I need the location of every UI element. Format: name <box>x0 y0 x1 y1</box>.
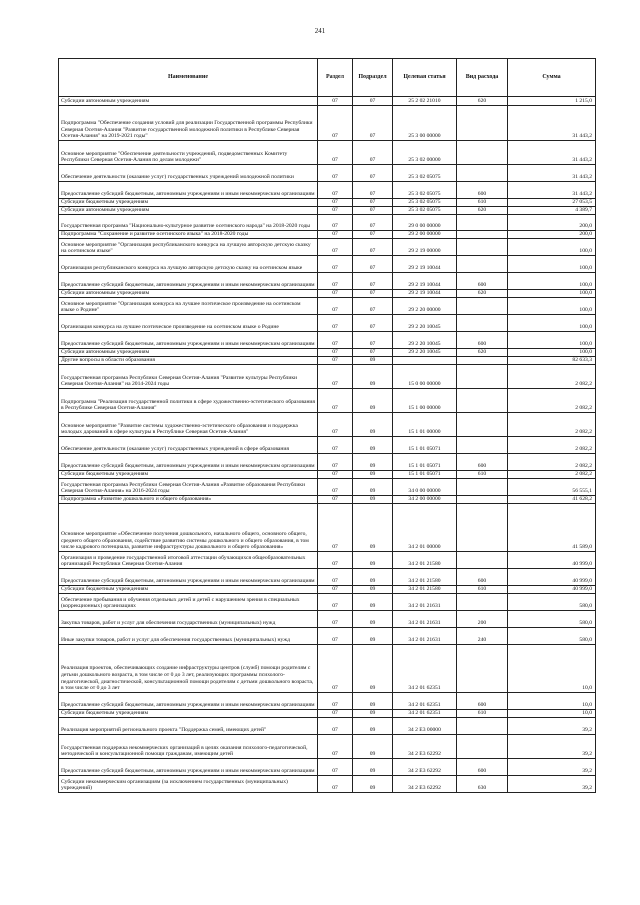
cell-sum: 100,0 <box>508 273 596 290</box>
cell-name: Основное мероприятие "Организация конкурса на лучшее поэтическое произведение на осетинском языке о Родине" <box>59 298 318 315</box>
cell-expense-type <box>457 239 508 256</box>
cell-expense-type <box>457 718 508 735</box>
cell-section: 07 <box>318 759 353 776</box>
cell-sum: 31 443,2 <box>508 141 596 165</box>
cell-sum: 100,0 <box>508 332 596 349</box>
table-row <box>59 479 596 496</box>
cell-target-article: 29 0 00 00000 <box>393 215 457 231</box>
cell-section: 07 <box>318 349 353 357</box>
cell-subsection: 07 <box>353 165 393 182</box>
cell-target-article: 34 0 00 00000 <box>393 479 457 496</box>
cell-section: 07 <box>318 710 353 718</box>
cell-name: Государственная программа Республики Северная Осетия-Алания «Развитие образования Республики Северная Осетия-Алания» на 2016-2024 годы <box>59 479 318 496</box>
cell-section: 07 <box>318 215 353 231</box>
cell-section: 07 <box>318 199 353 207</box>
header-subsection: Подраздел <box>353 59 393 97</box>
cell-target-article: 25 3 02 05075 <box>393 207 457 215</box>
cell-name: Государственная программа "Национально-культурное развитие осетинского народа" на 2018-2020 годы <box>59 215 318 231</box>
cell-section: 07 <box>318 389 353 413</box>
cell-section: 07 <box>318 479 353 496</box>
cell-subsection: 07 <box>353 215 393 231</box>
table-row <box>59 413 596 437</box>
cell-target-article: 25 3 02 05075 <box>393 199 457 207</box>
cell-subsection: 09 <box>353 413 393 437</box>
cell-target-article: 34 2 00 00000 <box>393 496 457 504</box>
cell-target-article: 29 2 20 10045 <box>393 349 457 357</box>
cell-sum: 580,0 <box>508 628 596 645</box>
cell-name: Обеспечение деятельности (оказание услуг) государственных учреждений в сфере образования <box>59 437 318 454</box>
table-row <box>59 594 596 611</box>
cell-expense-type: 600 <box>457 332 508 349</box>
cell-subsection: 09 <box>353 776 393 793</box>
table-row <box>59 471 596 479</box>
cell-sum: 41 589,0 <box>508 504 596 552</box>
cell-name: Подпрограмма "Обеспечение создания условий для реализации Государственной программы Республики Северная Осетия-Алания "Развитие государственной молодежной политики в Республике Северная Осетия-Алания" на 2019-2021 годы" <box>59 106 318 141</box>
cell-sum: 41 628,2 <box>508 496 596 504</box>
cell-target-article: 29 2 20 10045 <box>393 332 457 349</box>
table-row <box>59 710 596 718</box>
header-target-article: Целевая статья <box>393 59 457 97</box>
cell-expense-type: 610 <box>457 710 508 718</box>
table-row <box>59 97 596 106</box>
cell-subsection: 09 <box>353 594 393 611</box>
cell-name: Реализация мероприятий регионального проекта "Поддержка семей, имеющих детей" <box>59 718 318 735</box>
table-row <box>59 628 596 645</box>
cell-expense-type: 630 <box>457 776 508 793</box>
cell-expense-type <box>457 165 508 182</box>
cell-sum: 100,0 <box>508 256 596 273</box>
cell-name: Субсидии бюджетным учреждениям <box>59 710 318 718</box>
cell-subsection: 07 <box>353 182 393 199</box>
cell-target-article: 34 2 01 62351 <box>393 645 457 693</box>
cell-sum: 2 082,2 <box>508 454 596 471</box>
budget-table <box>58 58 596 793</box>
cell-expense-type <box>457 479 508 496</box>
cell-section: 07 <box>318 611 353 628</box>
cell-section: 07 <box>318 357 353 365</box>
cell-sum: 10,0 <box>508 693 596 710</box>
cell-expense-type <box>457 437 508 454</box>
cell-expense-type <box>457 504 508 552</box>
table-row <box>59 165 596 182</box>
cell-target-article: 34 2 01 21631 <box>393 611 457 628</box>
cell-expense-type <box>457 594 508 611</box>
table-row <box>59 298 596 315</box>
cell-sum: 2 082,2 <box>508 471 596 479</box>
cell-expense-type: 600 <box>457 693 508 710</box>
cell-subsection: 07 <box>353 273 393 290</box>
cell-section: 07 <box>318 735 353 759</box>
cell-section: 07 <box>318 552 353 569</box>
cell-sum: 4 389,7 <box>508 207 596 215</box>
cell-subsection: 09 <box>353 628 393 645</box>
cell-sum: 39,2 <box>508 776 596 793</box>
cell-expense-type: 600 <box>457 182 508 199</box>
cell-section: 07 <box>318 273 353 290</box>
table-row <box>59 349 596 357</box>
header-sum: Сумма <box>508 59 596 97</box>
cell-expense-type <box>457 365 508 389</box>
cell-subsection: 09 <box>353 365 393 389</box>
cell-subsection: 09 <box>353 437 393 454</box>
cell-subsection: 07 <box>353 315 393 332</box>
cell-target-article: 34 2 E3 62292 <box>393 776 457 793</box>
cell-expense-type <box>457 389 508 413</box>
cell-name: Основное мероприятие "Организация республиканского конкурса на лучшую авторскую детскую сказку на осетинском языке" <box>59 239 318 256</box>
cell-target-article: 29 2 00 00000 <box>393 231 457 239</box>
cell-name: Организация республиканского конкурса на лучшую авторскую детскую сказку на осетинском языке <box>59 256 318 273</box>
cell-subsection: 09 <box>353 479 393 496</box>
cell-name: Предоставление субсидий бюджетным, автономным учреждениям и иным некоммерческим организациям <box>59 569 318 586</box>
cell-subsection: 07 <box>353 97 393 106</box>
table-row <box>59 106 596 141</box>
page-number: 241 <box>314 27 326 35</box>
cell-target-article: 34 2 01 00000 <box>393 504 457 552</box>
cell-subsection: 09 <box>353 504 393 552</box>
cell-subsection: 09 <box>353 718 393 735</box>
cell-sum: 27 053,5 <box>508 199 596 207</box>
cell-expense-type <box>457 496 508 504</box>
cell-name: Основное мероприятие "Обеспечение деятельности учреждений, подведомственных Комитету Республики Северная Осетия-Алания по делам молодежи" <box>59 141 318 165</box>
cell-sum: 2 082,2 <box>508 389 596 413</box>
cell-name: Иные закупки товаров, работ и услуг для обеспечения государственных (муниципальных) нужд <box>59 628 318 645</box>
cell-expense-type <box>457 357 508 365</box>
cell-section: 07 <box>318 315 353 332</box>
cell-subsection: 09 <box>353 471 393 479</box>
cell-name: Предоставление субсидий бюджетным, автономным учреждениям и иным некоммерческим организациям <box>59 759 318 776</box>
cell-subsection: 09 <box>353 586 393 594</box>
table-row <box>59 239 596 256</box>
table-row <box>59 718 596 735</box>
table-row <box>59 504 596 552</box>
cell-sum: 100,0 <box>508 315 596 332</box>
cell-sum: 56 555,1 <box>508 479 596 496</box>
cell-name: Субсидии автономным учреждениям <box>59 207 318 215</box>
table-header-row <box>59 59 596 97</box>
cell-target-article: 25 3 02 05075 <box>393 182 457 199</box>
cell-subsection: 09 <box>353 611 393 628</box>
cell-section: 07 <box>318 106 353 141</box>
cell-subsection: 09 <box>353 645 393 693</box>
table-row <box>59 207 596 215</box>
cell-target-article: 34 2 01 21631 <box>393 594 457 611</box>
table-row <box>59 315 596 332</box>
cell-sum: 82 633,3 <box>508 357 596 365</box>
cell-expense-type <box>457 106 508 141</box>
table-row <box>59 496 596 504</box>
cell-target-article <box>393 357 457 365</box>
table-row <box>59 645 596 693</box>
cell-target-article: 15 1 01 05071 <box>393 454 457 471</box>
cell-target-article: 25 3 00 00000 <box>393 106 457 141</box>
cell-sum: 100,0 <box>508 298 596 315</box>
table-row <box>59 776 596 793</box>
cell-subsection: 09 <box>353 357 393 365</box>
cell-expense-type <box>457 552 508 569</box>
cell-target-article: 25 2 02 21010 <box>393 97 457 106</box>
cell-section: 07 <box>318 141 353 165</box>
cell-section: 07 <box>318 586 353 594</box>
table-row <box>59 611 596 628</box>
cell-target-article: 15 0 00 00000 <box>393 365 457 389</box>
cell-sum: 2 082,2 <box>508 437 596 454</box>
cell-target-article: 29 2 19 10044 <box>393 290 457 298</box>
cell-sum: 1 215,0 <box>508 97 596 106</box>
cell-subsection: 09 <box>353 693 393 710</box>
cell-expense-type <box>457 315 508 332</box>
cell-subsection: 07 <box>353 141 393 165</box>
header-name: Наименование <box>59 59 318 97</box>
cell-section: 07 <box>318 182 353 199</box>
cell-target-article: 34 2 01 21580 <box>393 552 457 569</box>
table-row <box>59 389 596 413</box>
cell-target-article: 29 2 19 10044 <box>393 273 457 290</box>
cell-name: Государственная поддержка некоммерческих организаций в целях оказания психолого-педагогической, методической и консультационной помощи гражданам, имеющим детей <box>59 735 318 759</box>
cell-sum: 40 999,0 <box>508 552 596 569</box>
cell-sum: 10,0 <box>508 645 596 693</box>
cell-sum: 100,0 <box>508 290 596 298</box>
cell-name: Обеспечение пребывания и обучения отдельных детей и детей с нарушением зрения в специальных (коррекционных) организациях <box>59 594 318 611</box>
cell-expense-type <box>457 231 508 239</box>
cell-expense-type: 620 <box>457 290 508 298</box>
cell-expense-type: 600 <box>457 454 508 471</box>
cell-name: Государственная программа Республики Северная Осетия-Алания "Развитие культуры Республики Северная Осетия-Алания" на 2014-2024 годы <box>59 365 318 389</box>
cell-section: 07 <box>318 471 353 479</box>
cell-expense-type: 620 <box>457 207 508 215</box>
cell-expense-type: 200 <box>457 611 508 628</box>
table-row <box>59 332 596 349</box>
cell-sum: 200,0 <box>508 231 596 239</box>
cell-sum: 39,2 <box>508 735 596 759</box>
cell-subsection: 09 <box>353 569 393 586</box>
cell-subsection: 09 <box>353 735 393 759</box>
cell-sum: 200,0 <box>508 215 596 231</box>
cell-name: Реализация проектов, обеспечивающих создание инфраструктуры центров (служб) помощи родителям с детьми дошкольного возраста, в том числе от 0 до 3 лет, реализующих программы психолого-педагогической, диагностической, консультационной помощи родителям с детьми дошкольного возраста, в том числе от 0 до 3 лет <box>59 645 318 693</box>
cell-target-article: 25 3 02 00000 <box>393 141 457 165</box>
cell-subsection: 07 <box>353 349 393 357</box>
cell-subsection: 07 <box>353 199 393 207</box>
table-row <box>59 693 596 710</box>
cell-sum: 2 082,2 <box>508 365 596 389</box>
cell-name: Другие вопросы в области образования <box>59 357 318 365</box>
cell-section: 07 <box>318 239 353 256</box>
cell-expense-type: 240 <box>457 628 508 645</box>
cell-name: Субсидии некоммерческим организациям (за исключением государственных (муниципальных) учреждений) <box>59 776 318 793</box>
cell-expense-type: 610 <box>457 586 508 594</box>
cell-sum: 31 443,2 <box>508 106 596 141</box>
cell-expense-type <box>457 298 508 315</box>
cell-target-article: 34 2 E3 00000 <box>393 718 457 735</box>
cell-section: 07 <box>318 594 353 611</box>
cell-subsection: 07 <box>353 106 393 141</box>
cell-subsection: 09 <box>353 496 393 504</box>
cell-name: Предоставление субсидий бюджетным, автономным учреждениям и иным некоммерческим организациям <box>59 693 318 710</box>
cell-target-article: 29 2 19 10044 <box>393 256 457 273</box>
table-row <box>59 199 596 207</box>
cell-section: 07 <box>318 165 353 182</box>
cell-section: 07 <box>318 454 353 471</box>
cell-expense-type <box>457 256 508 273</box>
cell-expense-type <box>457 215 508 231</box>
header-section: Раздел <box>318 59 353 97</box>
cell-name: Организация и проведение государственной итоговой аттестации обучающихся общеобразовательных организаций Республики Северная Осетия-Алания <box>59 552 318 569</box>
table-row <box>59 437 596 454</box>
cell-target-article: 29 2 19 00000 <box>393 239 457 256</box>
cell-sum: 100,0 <box>508 239 596 256</box>
cell-name: Подпрограмма «Развитие дошкольного и общего образования» <box>59 496 318 504</box>
cell-sum: 580,0 <box>508 594 596 611</box>
cell-section: 07 <box>318 645 353 693</box>
cell-name: Субсидии бюджетным учреждениям <box>59 586 318 594</box>
cell-section: 07 <box>318 628 353 645</box>
cell-section: 07 <box>318 365 353 389</box>
table-row <box>59 182 596 199</box>
table-row <box>59 365 596 389</box>
cell-section: 07 <box>318 776 353 793</box>
cell-expense-type <box>457 645 508 693</box>
table-row <box>59 231 596 239</box>
cell-section: 07 <box>318 496 353 504</box>
cell-sum: 580,0 <box>508 611 596 628</box>
cell-subsection: 07 <box>353 332 393 349</box>
table-row <box>59 357 596 365</box>
cell-sum: 2 082,2 <box>508 413 596 437</box>
cell-name: Обеспечение деятельности (оказание услуг) государственных учреждений молодежной политики <box>59 165 318 182</box>
table-row <box>59 256 596 273</box>
cell-target-article: 34 2 E3 62292 <box>393 759 457 776</box>
cell-name: Подпрограмма "Сохранение и развитие осетинского языка" на 2018-2020 годы <box>59 231 318 239</box>
cell-section: 07 <box>318 256 353 273</box>
cell-target-article: 34 2 01 21580 <box>393 569 457 586</box>
cell-subsection: 09 <box>353 389 393 413</box>
table-row <box>59 215 596 231</box>
cell-target-article: 29 2 20 00000 <box>393 298 457 315</box>
cell-subsection: 07 <box>353 207 393 215</box>
cell-expense-type: 600 <box>457 759 508 776</box>
cell-subsection: 07 <box>353 239 393 256</box>
cell-target-article: 34 2 01 62351 <box>393 693 457 710</box>
cell-subsection: 09 <box>353 454 393 471</box>
cell-name: Субсидии автономным учреждениям <box>59 349 318 357</box>
cell-name: Субсидии автономным учреждениям <box>59 97 318 106</box>
cell-sum: 31 443,2 <box>508 165 596 182</box>
table-row <box>59 290 596 298</box>
cell-target-article: 29 2 20 10045 <box>393 315 457 332</box>
cell-sum: 40 999,0 <box>508 586 596 594</box>
cell-section: 07 <box>318 207 353 215</box>
table-row <box>59 454 596 471</box>
cell-section: 07 <box>318 718 353 735</box>
table-row <box>59 273 596 290</box>
cell-name: Субсидии бюджетным учреждениям <box>59 471 318 479</box>
cell-expense-type: 600 <box>457 273 508 290</box>
cell-expense-type: 610 <box>457 199 508 207</box>
cell-section: 07 <box>318 413 353 437</box>
cell-name: Субсидии автономным учреждениям <box>59 290 318 298</box>
cell-subsection: 09 <box>353 759 393 776</box>
cell-name: Подпрограмма "Реализация государственной политики в сфере художественно-эстетического образования в Республике Северная Осетия-Алания" <box>59 389 318 413</box>
cell-sum: 10,0 <box>508 710 596 718</box>
cell-name: Закупка товаров, работ и услуг для обеспечения государственных (муниципальных) нужд <box>59 611 318 628</box>
cell-target-article: 15 1 00 00000 <box>393 389 457 413</box>
cell-sum: 100,0 <box>508 349 596 357</box>
cell-section: 07 <box>318 437 353 454</box>
cell-expense-type <box>457 141 508 165</box>
cell-target-article: 15 1 01 05071 <box>393 437 457 454</box>
table-row <box>59 569 596 586</box>
cell-subsection: 09 <box>353 552 393 569</box>
cell-target-article: 15 1 01 05071 <box>393 471 457 479</box>
table-row <box>59 141 596 165</box>
cell-target-article: 15 1 01 00000 <box>393 413 457 437</box>
cell-expense-type: 610 <box>457 471 508 479</box>
cell-name: Основное мероприятие «Обеспечение получения дошкольного, начального общего, основного общего, среднего общего образования, содействие развитию системы дошкольного и общего образования, в том числе кадрового потенциала, развитие инфраструктуры дошкольного и общего образования» <box>59 504 318 552</box>
cell-section: 07 <box>318 298 353 315</box>
cell-expense-type <box>457 735 508 759</box>
cell-expense-type: 600 <box>457 569 508 586</box>
cell-subsection: 07 <box>353 290 393 298</box>
table-row <box>59 759 596 776</box>
cell-name: Организация конкурса на лучшее поэтическое произведение на осетинском языке о Родине <box>59 315 318 332</box>
cell-target-article: 34 2 01 21631 <box>393 628 457 645</box>
cell-name: Предоставление субсидий бюджетным, автономным учреждениям и иным некоммерческим организациям <box>59 332 318 349</box>
cell-expense-type: 620 <box>457 349 508 357</box>
cell-sum: 39,2 <box>508 759 596 776</box>
table-row <box>59 552 596 569</box>
cell-name: Основное мероприятие "Развитие системы художественно-эстетического образования и поддержка молодых дарований в сфере культуры в Республике Северная Осетия-Алания" <box>59 413 318 437</box>
table-row <box>59 735 596 759</box>
cell-name: Предоставление субсидий бюджетным, автономным учреждениям и иным некоммерческим организациям <box>59 273 318 290</box>
cell-target-article: 25 3 02 05075 <box>393 165 457 182</box>
cell-subsection: 07 <box>353 231 393 239</box>
cell-target-article: 34 2 01 62351 <box>393 710 457 718</box>
cell-subsection: 09 <box>353 710 393 718</box>
cell-section: 07 <box>318 231 353 239</box>
cell-section: 07 <box>318 332 353 349</box>
cell-target-article: 34 2 E3 62292 <box>393 735 457 759</box>
cell-sum: 40 999,0 <box>508 569 596 586</box>
cell-sum: 39,2 <box>508 718 596 735</box>
cell-section: 07 <box>318 290 353 298</box>
table-row <box>59 586 596 594</box>
cell-subsection: 07 <box>353 298 393 315</box>
cell-section: 07 <box>318 97 353 106</box>
cell-sum: 31 443,2 <box>508 182 596 199</box>
cell-target-article: 34 2 01 21580 <box>393 586 457 594</box>
cell-name: Предоставление субсидий бюджетным, автономным учреждениям и иным некоммерческим организациям <box>59 454 318 471</box>
cell-section: 07 <box>318 569 353 586</box>
cell-expense-type: 620 <box>457 97 508 106</box>
cell-expense-type <box>457 413 508 437</box>
cell-name: Предоставление субсидий бюджетным, автономным учреждениям и иным некоммерческим организациям <box>59 182 318 199</box>
cell-subsection: 07 <box>353 256 393 273</box>
cell-section: 07 <box>318 693 353 710</box>
header-expense-type: Вид расхода <box>457 59 508 97</box>
cell-name: Субсидии бюджетным учреждениям <box>59 199 318 207</box>
cell-section: 07 <box>318 504 353 552</box>
